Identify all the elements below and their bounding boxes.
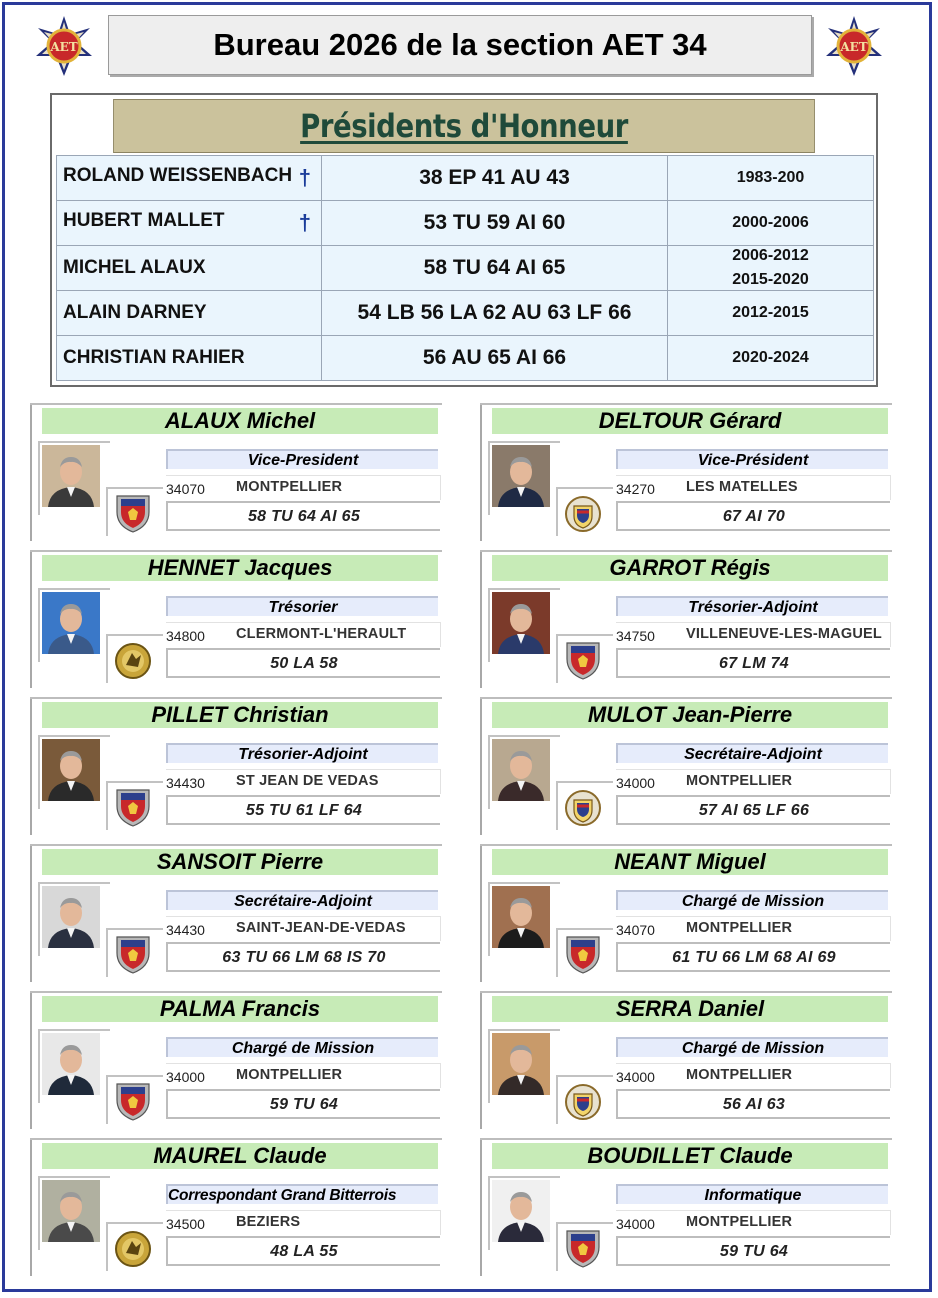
member-name: SANSOIT Pierre: [42, 849, 438, 875]
member-photo: [42, 592, 100, 654]
member-promotions: 61 TU 66 LM 68 AI 69: [616, 942, 890, 972]
honor-promotions: 38 EP 41 AU 43: [322, 156, 668, 201]
member-role: Secrétaire-Adjoint: [616, 743, 888, 763]
honor-period-cell: [668, 336, 874, 381]
red-shield-badge-icon: [114, 786, 152, 828]
round-crest-badge-icon: [564, 1080, 602, 1122]
city-name: MONTPELLIER: [236, 1067, 343, 1083]
member-card: [480, 697, 890, 835]
honor-period-cell: [668, 291, 874, 336]
member-role: Chargé de Mission: [616, 1037, 888, 1057]
city-name: MONTPELLIER: [686, 1214, 793, 1230]
honor-period-cell: [668, 156, 874, 201]
card-border: [30, 403, 442, 405]
card-border: [480, 550, 892, 552]
honor-period: 2006-2012: [732, 247, 809, 264]
round-crest-badge-icon: [564, 492, 602, 534]
member-name: SERRA Daniel: [492, 996, 888, 1022]
member-photo: [492, 592, 550, 654]
member-card: [30, 991, 440, 1129]
member-address: [166, 916, 441, 941]
honor-promotions: 54 LB 56 LA 62 AU 63 LF 66: [322, 291, 668, 336]
card-border: [30, 991, 442, 993]
member-promotions: 67 LM 74: [616, 648, 890, 678]
member-promotions: 55 TU 61 LF 64: [166, 795, 440, 825]
red-shield-badge-icon: [564, 639, 602, 681]
postal-code: 34430: [166, 775, 205, 791]
member-photo: [42, 739, 100, 801]
member-role: Chargé de Mission: [616, 890, 888, 910]
member-promotions: 48 LA 55: [166, 1236, 440, 1266]
card-border: [480, 403, 482, 541]
member-photo: [492, 739, 550, 801]
card-border: [30, 403, 32, 541]
honor-promotions: 58 TU 64 AI 65: [322, 246, 668, 291]
postal-code: 34430: [166, 922, 205, 938]
city-name: SAINT-JEAN-DE-VEDAS: [236, 920, 406, 936]
card-border: [30, 1138, 32, 1276]
honor-name-cell: [57, 291, 322, 336]
svg-text:AET: AET: [840, 40, 868, 54]
honorary-presidents-table: [56, 155, 874, 381]
deceased-cross-icon: †: [298, 165, 311, 190]
member-role: Trésorier-Adjoint: [616, 596, 888, 616]
honor-heading: Présidents d'Honneur: [113, 99, 815, 153]
member-photo: [42, 1033, 100, 1095]
card-border: [480, 550, 482, 688]
member-promotions: 59 TU 64: [616, 1236, 890, 1266]
red-shield-badge-icon: [114, 933, 152, 975]
deceased-cross-icon: †: [298, 210, 311, 235]
member-address: [616, 475, 891, 500]
postal-code: 34500: [166, 1216, 205, 1232]
postal-code: 34000: [616, 775, 655, 791]
postal-code: 34000: [616, 1216, 655, 1232]
card-border: [30, 844, 32, 982]
member-role: Secrétaire-Adjoint: [166, 890, 438, 910]
member-address: [166, 622, 441, 647]
gold-medal-badge-icon: [114, 1227, 152, 1269]
card-border: [480, 1138, 892, 1140]
honor-name: ALAIN DARNEY: [63, 302, 207, 323]
member-address: [616, 622, 891, 647]
card-border: [480, 844, 482, 982]
card-border: [30, 697, 32, 835]
member-role: Informatique: [616, 1184, 888, 1204]
honor-name: ROLAND WEISSENBACH: [63, 165, 293, 186]
red-shield-badge-icon: [564, 933, 602, 975]
member-address: [166, 769, 441, 794]
member-card: [480, 1138, 890, 1276]
red-shield-badge-icon: [114, 1080, 152, 1122]
member-photo: [492, 445, 550, 507]
svg-text:AET: AET: [50, 40, 78, 54]
card-border: [480, 697, 482, 835]
member-address: [616, 916, 891, 941]
member-address: [616, 769, 891, 794]
member-name: PALMA Francis: [42, 996, 438, 1022]
member-name: BOUDILLET Claude: [492, 1143, 888, 1169]
member-photo: [492, 886, 550, 948]
honor-name: CHRISTIAN RAHIER: [63, 347, 245, 368]
city-name: MONTPELLIER: [686, 920, 793, 936]
member-role: Correspondant Grand Bitterrois: [166, 1184, 438, 1204]
honor-row: [57, 336, 874, 381]
aet-emblem-icon: [822, 14, 886, 78]
honor-name-cell: [57, 246, 322, 291]
member-address: [616, 1210, 891, 1235]
city-name: MONTPELLIER: [236, 479, 343, 495]
member-address: [166, 1210, 441, 1235]
card-border: [30, 697, 442, 699]
member-address: [166, 475, 441, 500]
member-promotions: 50 LA 58: [166, 648, 440, 678]
member-name: MAUREL Claude: [42, 1143, 438, 1169]
honor-row: [57, 246, 874, 291]
card-border: [480, 1138, 482, 1276]
card-border: [30, 1138, 442, 1140]
member-photo: [492, 1180, 550, 1242]
honor-name-cell: [57, 336, 322, 381]
honor-row: [57, 156, 874, 201]
round-crest-badge-icon: [564, 786, 602, 828]
postal-code: 34070: [616, 922, 655, 938]
card-border: [30, 550, 32, 688]
member-card: [30, 844, 440, 982]
city-name: MONTPELLIER: [686, 1067, 793, 1083]
member-address: [616, 1063, 891, 1088]
card-border: [480, 403, 892, 405]
city-name: BEZIERS: [236, 1214, 301, 1230]
postal-code: 34000: [616, 1069, 655, 1085]
honorary-presidents-panel: [50, 93, 878, 387]
city-name: VILLENEUVE-LES-MAGUEL: [686, 626, 882, 642]
card-border: [480, 991, 482, 1129]
member-card: [30, 550, 440, 688]
member-photo: [42, 445, 100, 507]
postal-code: 34270: [616, 481, 655, 497]
member-name: HENNET Jacques: [42, 555, 438, 581]
member-photo: [42, 1180, 100, 1242]
postal-code: 34070: [166, 481, 205, 497]
member-role: Vice-Président: [616, 449, 888, 469]
city-name: ST JEAN DE VEDAS: [236, 773, 379, 789]
city-name: MONTPELLIER: [686, 773, 793, 789]
member-name: ALAUX Michel: [42, 408, 438, 434]
member-name: NEANT Miguel: [492, 849, 888, 875]
honor-row: [57, 291, 874, 336]
red-shield-badge-icon: [564, 1227, 602, 1269]
card-border: [30, 844, 442, 846]
card-border: [480, 991, 892, 993]
honor-period: 2000-2006: [732, 214, 809, 231]
member-role: Trésorier: [166, 596, 438, 616]
member-name: GARROT Régis: [492, 555, 888, 581]
honor-name-cell: [57, 201, 322, 246]
honor-period-second: 2015-2020: [732, 271, 809, 288]
honor-promotions: 53 TU 59 AI 60: [322, 201, 668, 246]
member-card: [30, 1138, 440, 1276]
member-card: [30, 697, 440, 835]
honor-row: [57, 201, 874, 246]
member-name: PILLET Christian: [42, 702, 438, 728]
card-border: [480, 697, 892, 699]
member-card: [480, 403, 890, 541]
member-promotions: 58 TU 64 AI 65: [166, 501, 440, 531]
aet-emblem-icon: [32, 14, 96, 78]
honor-period-cell: [668, 201, 874, 246]
city-name: LES MATELLES: [686, 479, 798, 495]
member-role: Chargé de Mission: [166, 1037, 438, 1057]
card-border: [480, 844, 892, 846]
page-title: Bureau 2026 de la section AET 34: [108, 15, 812, 75]
card-border: [30, 991, 32, 1129]
postal-code: 34750: [616, 628, 655, 644]
red-shield-badge-icon: [114, 492, 152, 534]
member-promotions: 59 TU 64: [166, 1089, 440, 1119]
member-role: Trésorier-Adjoint: [166, 743, 438, 763]
honor-period-cell: [668, 246, 874, 291]
member-promotions: 63 TU 66 LM 68 IS 70: [166, 942, 440, 972]
member-name: MULOT Jean-Pierre: [492, 702, 888, 728]
member-promotions: 56 AI 63: [616, 1089, 890, 1119]
honor-name-cell: [57, 156, 322, 201]
gold-medal-badge-icon: [114, 639, 152, 681]
member-promotions: 67 AI 70: [616, 501, 890, 531]
member-card: [480, 550, 890, 688]
member-address: [166, 1063, 441, 1088]
member-photo: [492, 1033, 550, 1095]
city-name: CLERMONT-L'HERAULT: [236, 626, 407, 642]
honor-name: HUBERT MALLET: [63, 210, 225, 231]
postal-code: 34000: [166, 1069, 205, 1085]
member-promotions: 57 AI 65 LF 66: [616, 795, 890, 825]
honor-period: 1983-200: [736, 169, 805, 186]
member-card: [30, 403, 440, 541]
member-name: DELTOUR Gérard: [492, 408, 888, 434]
honor-period: 2012-2015: [732, 304, 809, 321]
honor-period: 2020-2024: [732, 349, 809, 366]
member-card: [480, 991, 890, 1129]
member-card: [480, 844, 890, 982]
honor-promotions: 56 AU 65 AI 66: [322, 336, 668, 381]
postal-code: 34800: [166, 628, 205, 644]
card-border: [30, 550, 442, 552]
member-role: Vice-President: [166, 449, 438, 469]
honor-name: MICHEL ALAUX: [63, 257, 206, 278]
member-photo: [42, 886, 100, 948]
